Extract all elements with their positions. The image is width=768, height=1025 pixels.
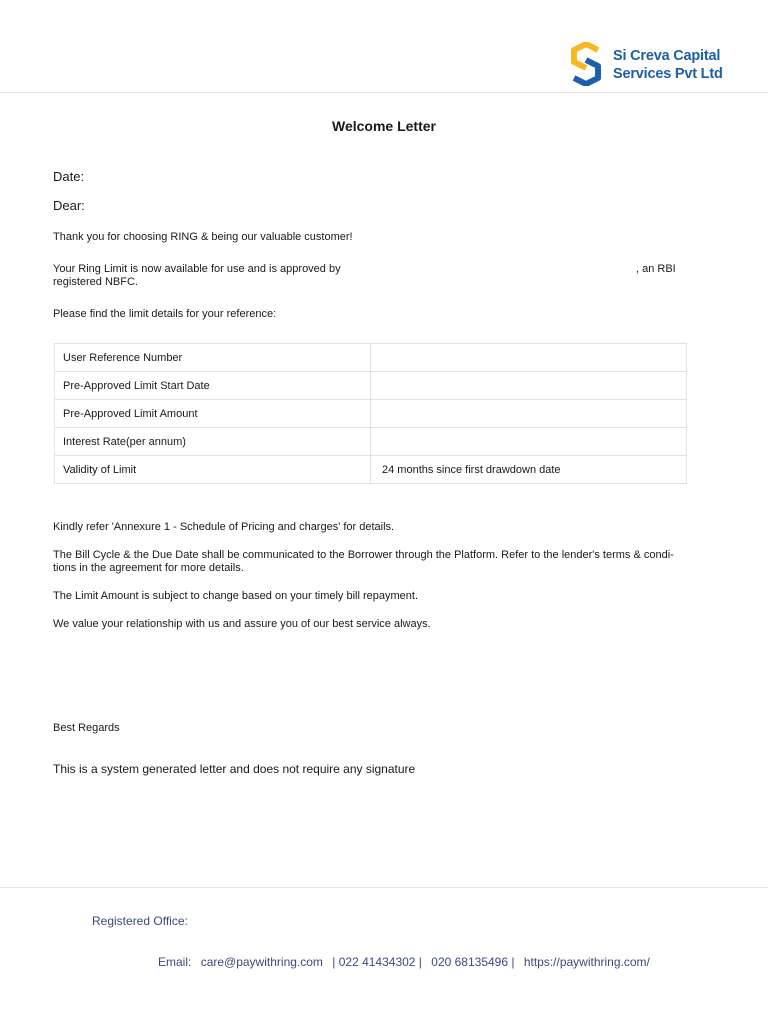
company-name [613, 47, 723, 83]
row-label: Pre-Approved Limit Start Date [55, 372, 371, 400]
table-row [55, 344, 687, 372]
system-generated-note: This is a system generated letter and does not require any signature [53, 762, 416, 776]
registered-office-label: Registered Office: [92, 914, 188, 928]
table-row [55, 400, 687, 428]
table-row [55, 372, 687, 400]
row-value [371, 400, 687, 428]
row-label: Interest Rate(per annum) [55, 428, 371, 456]
annexure-text: Kindly refer 'Annexure 1 - Schedule of Pricing and charges' for details. [53, 521, 395, 533]
table-row [55, 428, 687, 456]
limit-change-text: The Limit Amount is subject to change based on your timely bill repayment. [53, 590, 419, 602]
email-link[interactable]: care@paywithring.com [200, 955, 323, 969]
website-link[interactable]: https://paywithring.com/ [523, 955, 650, 969]
limit-approval-line1: Your Ring Limit is now available for use and is approved by [53, 263, 341, 275]
bill-cycle-text: The Bill Cycle & the Due Date shall be communicated to the Borrower through the Platform. Refer to the lender's terms & condi-tions in the agreement for more details. [53, 549, 674, 574]
limit-approval-tail: , an RBI [636, 263, 676, 275]
details-intro: Please find the limit details for your reference: [53, 308, 277, 320]
thanks-text: Thank you for choosing RING & being our valuable customer! [53, 231, 353, 243]
row-value [371, 344, 687, 372]
email-label: Email: [158, 955, 192, 969]
phone-number-2: 020 68135496 | [431, 955, 515, 969]
row-value [371, 428, 687, 456]
phone-number-1: | 022 41434302 | [332, 955, 422, 969]
row-label: Validity of Limit [55, 456, 371, 484]
row-label: Pre-Approved Limit Amount [55, 400, 371, 428]
date-label: Date: [53, 169, 85, 184]
company-name-line2: Services Pvt Ltd [613, 66, 723, 82]
relationship-text: We value your relationship with us and assure you of our best service always. [53, 618, 431, 630]
contact-line [158, 955, 656, 969]
best-regards: Best Regards [53, 722, 120, 734]
letter-title: Welcome Letter [332, 118, 436, 134]
row-label: User Reference Number [55, 344, 371, 372]
letterhead [0, 0, 768, 93]
limit-approval-line2: registered NBFC. [53, 276, 138, 288]
company-logo-icon [568, 42, 604, 86]
dear-label: Dear: [53, 198, 85, 213]
limit-details-table [54, 343, 687, 484]
company-name-line1: Si Creva Capital [613, 48, 721, 64]
row-value: 24 months since first drawdown date [371, 456, 687, 484]
row-value [371, 372, 687, 400]
table-row [55, 456, 687, 484]
